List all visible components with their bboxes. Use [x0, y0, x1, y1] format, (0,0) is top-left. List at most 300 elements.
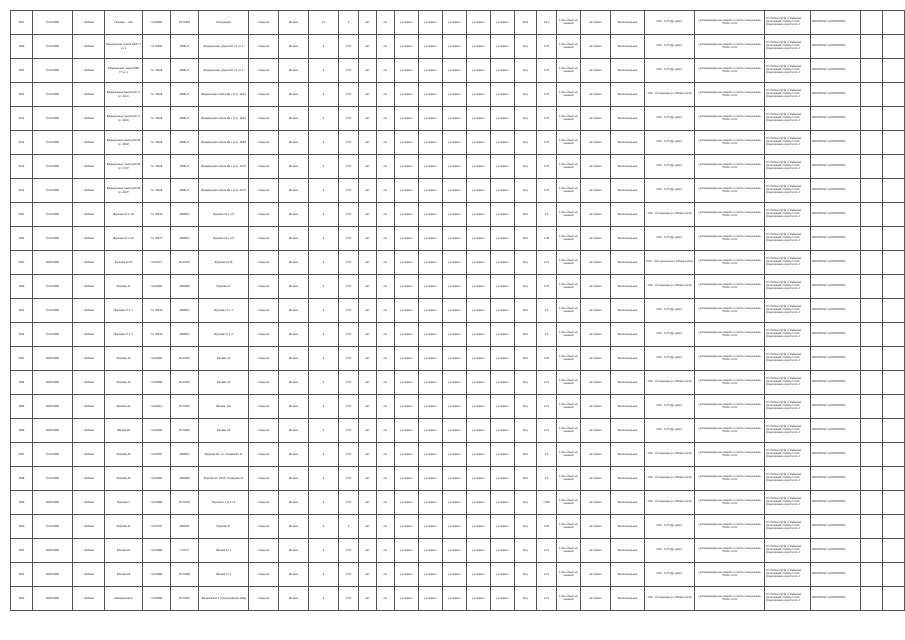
- cell-s2: не опасно: [419, 131, 443, 155]
- cell-addr: Фурнова 31 к. 2/1: [199, 227, 249, 251]
- cell-v2: 1.45: [537, 227, 557, 251]
- cell-v1: 40 д: [515, 275, 537, 299]
- cell-s4: не опасно: [467, 587, 491, 611]
- cell-b: нет: [377, 563, 395, 587]
- cell-res: (05012/6/РЭ) 1 /Д (00/26/00/6/1): [811, 107, 861, 131]
- cell-city: г. Рыбное: [73, 131, 105, 155]
- cell-v2: 2.0: [537, 299, 557, 323]
- cell-n: 2482: [11, 227, 33, 251]
- cell-s5: не опасно: [491, 83, 515, 107]
- cell-date: 02/01/2000: [33, 419, 73, 443]
- cell-v1: 40 б: [515, 347, 537, 371]
- cell-fn: Муниципальная: [611, 155, 645, 179]
- cell-s5: не опасно: [491, 179, 515, 203]
- cell-note: (программа/развитие) экономит. и участок с консультации ГПОО'» № 04: [695, 323, 765, 347]
- cell-mat: Металл: [279, 539, 309, 563]
- cell-street: Федеральная трасса МКН 77 ул. 1: [105, 59, 143, 83]
- cell-s1: не опасно: [395, 59, 419, 83]
- cell-k: 0.70: [339, 371, 359, 395]
- empty-cell: [861, 419, 883, 443]
- cell-kn: 7а.00389: [143, 491, 171, 515]
- cell-q: 3: [309, 35, 339, 59]
- cell-note: (программа/развитие) экономит. и участок с консультации ГПОО'» № 04: [695, 563, 765, 587]
- cell-v2: 1.70: [537, 107, 557, 131]
- cell-cat: 1 уров. объект нет сведений: [557, 251, 581, 275]
- cell-q: 3: [309, 227, 339, 251]
- cell-city: г. Рыбное: [73, 155, 105, 179]
- cell-res: (05012/6/РЭ) 1 /Д (00/26/00/6/1): [811, 59, 861, 83]
- cell-addr: Фасова, 18: [199, 419, 249, 443]
- cell-s1: не опасно: [395, 83, 419, 107]
- cell-date: 07.03.2000: [33, 11, 73, 35]
- cell-street: Фурнова 31 к. 2/1: [105, 227, 143, 251]
- cell-a: нет: [359, 467, 377, 491]
- cell-s1: не опасно: [395, 563, 419, 587]
- cell-b: нет: [377, 299, 395, 323]
- cell-s2: не опасно: [419, 395, 443, 419]
- cell-k: 0.70: [339, 323, 359, 347]
- cell-s1: не опасно: [395, 179, 419, 203]
- cell-res: (05012/6/РЭ) 1 /Д (00/26/00/6/1): [811, 11, 861, 35]
- cell-own: не опасно: [581, 131, 611, 155]
- table-row: [11, 299, 905, 323]
- cell-fn: Муниципальная: [611, 227, 645, 251]
- cell-q: 1: [309, 155, 339, 179]
- cell-v2: 1.0 м: [537, 11, 557, 35]
- cell-org: ООО · П·ЛП (Дн. заявл.): [645, 563, 695, 587]
- cell-cad: 20.20142: [171, 347, 199, 371]
- cell-cat: 1 уров. объект нет сведений: [557, 59, 581, 83]
- cell-q: 41: [309, 11, 339, 35]
- empty-cell: [883, 59, 905, 83]
- cell-mat: Металл: [279, 11, 309, 35]
- cell-own: не опасно: [581, 587, 611, 611]
- cell-note: (программа/развитие) экономит. и участок с консультации ГПОО'» № 04: [695, 491, 765, 515]
- cell-mat: Металл: [279, 443, 309, 467]
- cell-cat: 1 уров. объект нет сведений: [557, 515, 581, 539]
- cell-v1: 40 д: [515, 83, 537, 107]
- cell-a: нет: [359, 131, 377, 155]
- table-row: [11, 563, 905, 587]
- cell-org: ООО · Ситуационная ул. (Общая группа): [645, 275, 695, 299]
- cell-addr: Федеральная трасса М1 / П ул. 14/16: [199, 107, 249, 131]
- cell-res: (05012/6/РЭ) 1 /Д (00/26/00/6/1): [811, 491, 861, 515]
- table-row: [11, 203, 905, 227]
- cell-n: 2473: [11, 155, 33, 179]
- cell-ins: 10 / Рыбное 200 кв. (Справочная проектная) ДЗ / Рыбное 1.10 кв. (Средственная нулев) 01 сост. 1: [765, 395, 811, 419]
- cell-street: Федеральная трасса МН 99 ул. 17/27: [105, 155, 143, 179]
- empty-cell: [861, 203, 883, 227]
- cell-mat: Металл: [279, 59, 309, 83]
- cell-ins: 10 / Рыбное 200 кв. (Справочная проектная) ДЗ / Рыбное 1.10 кв. (Средственная нулев) 01 сост. 1: [765, 179, 811, 203]
- cell-fn: Муниципальная: [611, 299, 645, 323]
- cell-a: нет: [359, 515, 377, 539]
- cell-city: г. Рыбное: [73, 395, 105, 419]
- empty-cell: [883, 131, 905, 155]
- cell-org: ООО · Ситуационная ул. (Общая группа): [645, 371, 695, 395]
- cell-b: нет: [377, 347, 395, 371]
- cell-a: нет: [359, 347, 377, 371]
- cell-n: 2451: [11, 347, 33, 371]
- cell-b: нет: [377, 83, 395, 107]
- table-row: [11, 539, 905, 563]
- cell-s1: не опасно: [395, 491, 419, 515]
- cell-q: 3: [309, 443, 339, 467]
- cell-street: Фурнова 37: [105, 515, 143, 539]
- cell-type: Открытая: [249, 83, 279, 107]
- cell-mat: Металл: [279, 35, 309, 59]
- cell-date: 07.03.2000: [33, 59, 73, 83]
- cell-fn: Муниципальная: [611, 395, 645, 419]
- cell-res: (05012/6/РЭ) 1 /Д (00/26/00/6/1): [811, 443, 861, 467]
- cell-city: г. Рыбное: [73, 587, 105, 611]
- cell-cad: 20.70212: [171, 395, 199, 419]
- cell-s5: не опасно: [491, 347, 515, 371]
- cell-cad: 76/08.71: [171, 155, 199, 179]
- empty-cell: [861, 347, 883, 371]
- cell-res: (05012/6/РЭ) 1 /Д (00/26/00/6/1): [811, 419, 861, 443]
- cell-a: нет: [359, 83, 377, 107]
- cell-own: не опасно: [581, 83, 611, 107]
- cell-q: 3: [309, 539, 339, 563]
- cell-s1: не опасно: [395, 467, 419, 491]
- cell-city: г. Рыбное: [73, 299, 105, 323]
- table-row: [11, 515, 905, 539]
- cell-b: нет: [377, 251, 395, 275]
- cell-mat: Металл: [279, 587, 309, 611]
- cell-note: (программа/развитие) экономит. и участок с консультации ГПОО'» № 04: [695, 299, 765, 323]
- cell-b: нет: [377, 107, 395, 131]
- cell-org: ООО · П·ЛП (Дн. заявл.): [645, 59, 695, 83]
- cell-q: 1: [309, 275, 339, 299]
- empty-cell: [861, 467, 883, 491]
- cell-ins: 10 / Рыбное 200 кв. (Справочная проектная) ДЗ / Рыбное 1.10 кв. (Средственная нулев) 01 сост. 1: [765, 371, 811, 395]
- cell-v2: 1.70: [537, 59, 557, 83]
- cell-n: 2458: [11, 467, 33, 491]
- cell-ins: 10 / Рыбное 200 кв. (Справочная проектная) ДЗ / Рыбное 1.10 кв. (Средственная нулев) 01 сост. 1: [765, 443, 811, 467]
- cell-s1: не опасно: [395, 443, 419, 467]
- cell-v1: 40 д: [515, 515, 537, 539]
- cell-addr: Федеральная трасса М1 / П ул. 11/13: [199, 83, 249, 107]
- cell-v2: 2.0: [537, 467, 557, 491]
- cell-type: Открытая: [249, 251, 279, 275]
- cell-note: (программа/развитие) экономит. и участок с консультации ГПОО'» № 04: [695, 347, 765, 371]
- cell-cad: 40/09/04: [171, 203, 199, 227]
- cell-street: Фурнова 1: [105, 491, 143, 515]
- cell-date: 07.03.2000: [33, 35, 73, 59]
- cell-own: не опасно: [581, 395, 611, 419]
- cell-note: (программа/развитие) экономит. и участок с консультации ГПОО'» № 04: [695, 539, 765, 563]
- table-row: [11, 587, 905, 611]
- cell-ins: 10 / Рыбное 200 кв. (Справочная проектная) ДЗ / Рыбное 1.10 кв. (Средственная нулев) 01 сост. 1: [765, 587, 811, 611]
- cell-city: г. Рыбное: [73, 35, 105, 59]
- cell-s3: не опасно: [443, 59, 467, 83]
- cell-kn: 7а.00466: [143, 467, 171, 491]
- cell-s2: не опасно: [419, 419, 443, 443]
- cell-s5: не опасно: [491, 395, 515, 419]
- cell-b: нет: [377, 467, 395, 491]
- cell-cat: 1 уров. объект нет сведений: [557, 467, 581, 491]
- cell-kn: 7а. 00576: [143, 323, 171, 347]
- cell-cat: 1 уров. объект нет сведений: [557, 35, 581, 59]
- cell-s3: не опасно: [443, 347, 467, 371]
- cell-org: ООО · Ситуационная ул. (Общая группа): [645, 587, 695, 611]
- cell-s1: не опасно: [395, 251, 419, 275]
- cell-own: не опасно: [581, 155, 611, 179]
- cell-q: 3: [309, 563, 339, 587]
- cell-city: г. Рыбное: [73, 467, 105, 491]
- cell-cat: 1 уров. объект нет сведений: [557, 563, 581, 587]
- cell-s3: не опасно: [443, 323, 467, 347]
- cell-note: (программа/развитие) экономит. и участок с консультации ГПОО'» № 04: [695, 251, 765, 275]
- cell-cad: 40/08.71: [171, 131, 199, 155]
- empty-cell: [883, 227, 905, 251]
- cell-addr: Федеральная трасса М1 / Н ул. 17/27: [199, 155, 249, 179]
- cell-org: ООО · П·ЛП (Дн. заявл.): [645, 323, 695, 347]
- cell-fn: Муниципальная: [611, 107, 645, 131]
- cell-b: нет: [377, 227, 395, 251]
- cell-v1: 40 б: [515, 443, 537, 467]
- cell-res: (05012/6/РЭ) 1 /Д (00/26/00/6/1): [811, 563, 861, 587]
- empty-cell: [883, 275, 905, 299]
- empty-cell: [883, 323, 905, 347]
- cell-s3: не опасно: [443, 395, 467, 419]
- cell-q: 3: [309, 467, 339, 491]
- cell-res: (05012/6/РЭ) 1 /Д (00/26/00/6/1): [811, 587, 861, 611]
- cell-mat: Металл: [279, 515, 309, 539]
- cell-a: нет: [359, 395, 377, 419]
- cell-n: 2460: [11, 515, 33, 539]
- cell-k: 0.70: [339, 419, 359, 443]
- cell-s5: не опасно: [491, 587, 515, 611]
- cell-street: Федеральная трасса МН 99 ул. 21/27: [105, 179, 143, 203]
- cell-note: (программа/развитие) экономит. и участок с консультации ГПОО'» № 04: [695, 131, 765, 155]
- cell-k: 0.70: [339, 131, 359, 155]
- empty-cell: [883, 347, 905, 371]
- cell-cat: 1 уров. объект нет сведений: [557, 395, 581, 419]
- cell-city: г. Рыбное: [73, 227, 105, 251]
- cell-s3: не опасно: [443, 419, 467, 443]
- cell-city: г. Рыбное: [73, 491, 105, 515]
- cell-type: Открытая: [249, 155, 279, 179]
- cell-street: Фурнова 10: [105, 371, 143, 395]
- cell-org: ООО · П·ЛП (Дн. заявл.): [645, 419, 695, 443]
- cell-res: (05012/6/РЭ) 1 /Д (00/26/00/6/1): [811, 131, 861, 155]
- cell-org: ООО · П·ЛП (Дн. заявл.): [645, 539, 695, 563]
- cell-v1: 40 д: [515, 59, 537, 83]
- cell-cat: 1 уров. объект нет сведений: [557, 371, 581, 395]
- cell-fn: Муниципальная: [611, 371, 645, 395]
- cell-ins: 10 / Рыбное 200 кв. (Справочная проектная) ДЗ / Рыбное 1.10 кв. (Средственная нулев) 01 сост. 1: [765, 539, 811, 563]
- cell-cad: 40/04/21: [171, 515, 199, 539]
- cell-s1: не опасно: [395, 11, 419, 35]
- cell-date: 02/01/2000: [33, 251, 73, 275]
- cell-org: ООО · Ситуационная ул. (Общая группа): [645, 443, 695, 467]
- cell-cad: 20.70212: [171, 587, 199, 611]
- cell-addr: Фасова 2 / 1: [199, 539, 249, 563]
- cell-note: (программа/развитие) экономит. и участок с консультации ГПОО'» № 04: [695, 443, 765, 467]
- empty-cell: [883, 155, 905, 179]
- cell-fn: Муниципальная: [611, 347, 645, 371]
- cell-k: 0.70: [339, 179, 359, 203]
- empty-cell: [883, 83, 905, 107]
- cell-street: Федеральная трасса МН 77 ул. 11/13: [105, 83, 143, 107]
- cell-n: 2481: [11, 203, 33, 227]
- cell-a: нет: [359, 443, 377, 467]
- cell-own: не опасно: [581, 347, 611, 371]
- cell-b: нет: [377, 131, 395, 155]
- cell-res: (05012/6/РЭ) 1 /Д (00/26/00/6/1): [811, 539, 861, 563]
- cell-k: 1: [339, 515, 359, 539]
- cell-s5: не опасно: [491, 251, 515, 275]
- table-row: [11, 443, 905, 467]
- cell-res: (05012/6/РЭ) 1 /Д (00/26/00/6/1): [811, 299, 861, 323]
- cell-n: 2459: [11, 491, 33, 515]
- cell-org: ООО · Ситуационная ул. (Общая группа): [645, 491, 695, 515]
- cell-s4: не опасно: [467, 395, 491, 419]
- cell-res: (05012/6/РЭ) 1 /Д (00/26/00/6/1): [811, 515, 861, 539]
- cell-k: 0.70: [339, 491, 359, 515]
- cell-ins: 10 / Рыбное 200 кв. (Справочная проектная) ДЗ / Рыбное 1.10 кв. (Средственная нулев) 01 сост. 1: [765, 419, 811, 443]
- cell-s4: не опасно: [467, 155, 491, 179]
- cell-note: (программа/развитие) экономит. и участок с консультации ГПОО'» № 04: [695, 275, 765, 299]
- cell-k: 0.70: [339, 395, 359, 419]
- cell-ins: 10 / Рыбное 200 кв. (Справочная проектная) ДЗ / Рыбное 1.10 кв. (Средственная нулев) 01 сост. 1: [765, 323, 811, 347]
- cell-cat: 1 уров. объект нет сведений: [557, 11, 581, 35]
- cell-own: не опасно: [581, 323, 611, 347]
- cell-s4: не опасно: [467, 275, 491, 299]
- cell-org: ООО · П·ЛП (Дн. заявл.): [645, 395, 695, 419]
- cell-k: 0.70: [339, 275, 359, 299]
- cell-addr: Фурнова 12 20: [199, 251, 249, 275]
- empty-cell: [883, 419, 905, 443]
- cell-note: (программа/развитие) экономит. и участок с консультации ГПОО'» № 04: [695, 83, 765, 107]
- cell-ins: 10 / Рыбное 200 кв. (Справочная проектная) ДЗ / Рыбное 1.10 кв. (Средственная нулев) 01 сост. 1: [765, 155, 811, 179]
- cell-ins: 10 / Рыбное 200 кв. (Справочная проектная) ДЗ / Рыбное 1.10 кв. (Средственная нулев) 01 сост. 1: [765, 491, 811, 515]
- cell-s2: не опасно: [419, 371, 443, 395]
- cell-b: нет: [377, 179, 395, 203]
- cell-city: г. Рыбное: [73, 563, 105, 587]
- cell-v1: 40 б: [515, 467, 537, 491]
- cell-b: нет: [377, 323, 395, 347]
- cell-s5: не опасно: [491, 107, 515, 131]
- cell-type: Открытая: [249, 587, 279, 611]
- cell-own: не опасно: [581, 11, 611, 35]
- cell-v1: 20 д: [515, 587, 537, 611]
- cell-v1: 40 б: [515, 299, 537, 323]
- empty-cell: [883, 443, 905, 467]
- cell-kn: 7а.00576: [143, 443, 171, 467]
- cell-date: 07.03.2000: [33, 323, 73, 347]
- cell-v2: 1.70: [537, 179, 557, 203]
- cell-mat: Металл: [279, 83, 309, 107]
- cell-s2: не опасно: [419, 83, 443, 107]
- cell-type: Открытая: [249, 419, 279, 443]
- cell-own: не опасно: [581, 251, 611, 275]
- cell-q: 3: [309, 347, 339, 371]
- empty-cell: [861, 275, 883, 299]
- cell-b: нет: [377, 35, 395, 59]
- cell-own: не опасно: [581, 35, 611, 59]
- cell-a: нет: [359, 371, 377, 395]
- cell-fn: Муниципальная: [611, 179, 645, 203]
- cell-s2: не опасно: [419, 251, 443, 275]
- cell-v2: 1.21: [537, 539, 557, 563]
- cell-q: 3: [309, 83, 339, 107]
- cell-s4: не опасно: [467, 299, 491, 323]
- cell-addr: Фурнова 37: [199, 515, 249, 539]
- cell-mat: Металл: [279, 107, 309, 131]
- cell-s4: не опасно: [467, 107, 491, 131]
- cell-b: нет: [377, 155, 395, 179]
- cell-b: нет: [377, 515, 395, 539]
- cell-mat: Металл: [279, 371, 309, 395]
- cell-cat: 1 уров. объект нет сведений: [557, 131, 581, 155]
- cell-cat: 1 уров. объект нет сведений: [557, 323, 581, 347]
- cell-s2: не опасно: [419, 59, 443, 83]
- cell-kn: 7а.00389: [143, 539, 171, 563]
- cell-kn: 7а.02089: [143, 587, 171, 611]
- cell-own: не опасно: [581, 563, 611, 587]
- cell-b: нет: [377, 539, 395, 563]
- cell-k: 0.70: [339, 35, 359, 59]
- cell-date: 07.03.2000: [33, 275, 73, 299]
- cell-type: Открытая: [249, 539, 279, 563]
- cell-q: 3: [309, 179, 339, 203]
- cell-fn: Муниципальная: [611, 35, 645, 59]
- cell-org: ООО · Ситуационная ул. (Общая группа): [645, 467, 695, 491]
- cell-b: нет: [377, 587, 395, 611]
- cell-s1: не опасно: [395, 107, 419, 131]
- cell-city: г. Рыбное: [73, 59, 105, 83]
- cell-street: Фасова 14а: [105, 395, 143, 419]
- cell-s2: не опасно: [419, 203, 443, 227]
- cell-date: 07.03.2000: [33, 227, 73, 251]
- cell-res: (05012/6/РЭ) 1 /Д (00/26/00/6/1): [811, 275, 861, 299]
- empty-cell: [861, 323, 883, 347]
- cell-own: не опасно: [581, 371, 611, 395]
- empty-cell: [861, 587, 883, 611]
- cell-addr: Фурнова 26, 26/75, Складская 27: [199, 467, 249, 491]
- cell-date: 07.03.2000: [33, 443, 73, 467]
- cell-addr: Фурнова 26 / 2 к. Складская 11: [199, 443, 249, 467]
- cell-addr: Фасовинская 2 / Григорьевская 4/ЖД: [199, 587, 249, 611]
- cell-q: 3: [309, 251, 339, 275]
- cell-city: г. Рыбное: [73, 83, 105, 107]
- cell-note: (программа/развитие) экономит. и участок с консультации ГПОО'» № 04: [695, 515, 765, 539]
- cell-city: г. Рыбное: [73, 539, 105, 563]
- cell-s3: не опасно: [443, 275, 467, 299]
- cell-n: 2442: [11, 323, 33, 347]
- cell-k: 1: [339, 11, 359, 35]
- cell-s2: не опасно: [419, 587, 443, 611]
- cell-mat: Металл: [279, 563, 309, 587]
- cell-res: (05012/6/РЭ) 1 /Д (00/26/00/6/1): [811, 35, 861, 59]
- cell-s1: не опасно: [395, 587, 419, 611]
- cell-cad: 40/09/04: [171, 227, 199, 251]
- cell-ins: 10 / Рыбное 200 кв. (Справочная проектная) ДЗ / Рыбное 1.10 кв. (Средственная нулев) 01 сост. 1: [765, 203, 811, 227]
- cell-n: 2472: [11, 131, 33, 155]
- cell-n: 2441: [11, 299, 33, 323]
- empty-cell: [883, 371, 905, 395]
- table-row: [11, 59, 905, 83]
- cell-s3: не опасно: [443, 467, 467, 491]
- cell-type: Открытая: [249, 323, 279, 347]
- cell-s4: не опасно: [467, 563, 491, 587]
- cell-city: г. Рыбное: [73, 443, 105, 467]
- cell-fn: Муниципальная: [611, 587, 645, 611]
- cell-s5: не опасно: [491, 227, 515, 251]
